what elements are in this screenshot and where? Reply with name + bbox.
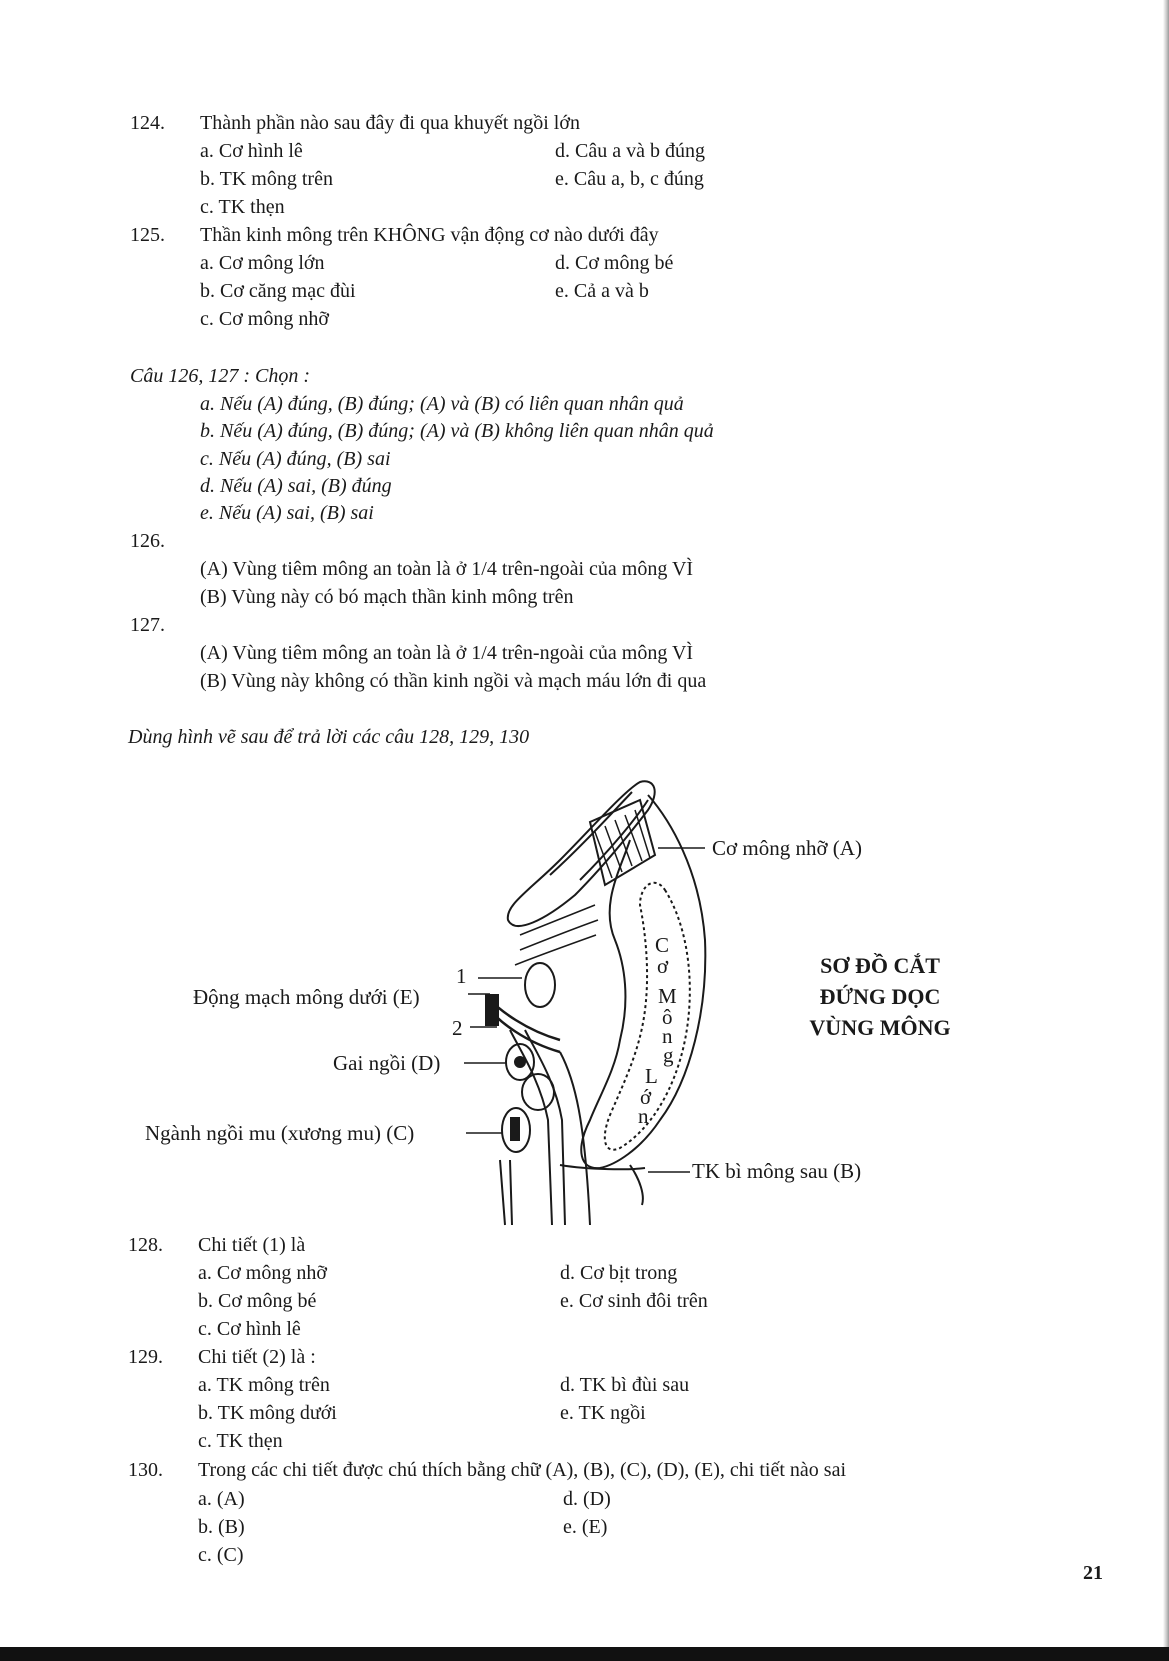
muscle-letter-C: C — [655, 933, 670, 957]
label-D: Gai ngồi (D) — [333, 1051, 441, 1075]
label-C: Ngành ngồi mu (xương mu) (C) — [145, 1121, 415, 1145]
q124-option-a: a. Cơ hình lê — [200, 140, 303, 162]
q125-option-a: a. Cơ mông lớn — [200, 252, 325, 274]
q127-number: 127. — [130, 614, 165, 636]
q129-text: Chi tiết (2) là : — [198, 1346, 316, 1368]
q129-option-a: a. TK mông trên — [198, 1374, 330, 1396]
label-A: Cơ mông nhỡ (A) — [712, 836, 862, 860]
q130-option-c: c. (C) — [198, 1544, 244, 1566]
q128-text: Chi tiết (1) là — [198, 1234, 306, 1256]
q128-option-e: e. Cơ sinh đôi trên — [560, 1290, 708, 1312]
q129-option-d: d. TK bì đùi sau — [560, 1374, 690, 1396]
q126-number: 126. — [130, 530, 165, 552]
q130-option-b: b. (B) — [198, 1516, 245, 1538]
q128-option-d: d. Cơ bịt trong — [560, 1262, 678, 1284]
q127-statement-b: (B) Vùng này không có thần kinh ngồi và mạch máu lớn đi qua — [200, 670, 707, 692]
scan-bottom-border — [0, 1647, 1169, 1661]
instruction-option-a: a. Nếu (A) đúng, (B) đúng; (A) và (B) có liên quan nhân quả — [200, 393, 684, 415]
q124-option-b: b. TK mông trên — [200, 168, 333, 190]
instruction-option-b: b. Nếu (A) đúng, (B) đúng; (A) và (B) không liên quan nhân quả — [200, 420, 714, 442]
muscle-letter-n2: n — [638, 1104, 649, 1128]
instruction-option-d: d. Nếu (A) sai, (B) đúng — [200, 475, 392, 497]
q125-option-b: b. Cơ căng mạc đùi — [200, 280, 356, 302]
q126-statement-b: (B) Vùng này có bó mạch thần kinh mông trên — [200, 586, 574, 608]
q130-text: Trong các chi tiết được chú thích bằng chữ (A), (B), (C), (D), (E), chi tiết nào sai — [198, 1459, 846, 1481]
muscle-letter-o3: ớ — [640, 1085, 652, 1109]
muscle-letter-o2: ô — [662, 1005, 673, 1029]
q125-option-d: d. Cơ mông bé — [555, 252, 674, 274]
figure-title-line3: VÙNG MÔNG — [809, 1015, 951, 1040]
q130-option-a: a. (A) — [198, 1488, 245, 1510]
scan-edge — [1163, 0, 1169, 1661]
q124-text: Thành phần nào sau đây đi qua khuyết ngồi lớn — [200, 112, 580, 134]
instruction-option-c: c. Nếu (A) đúng, (B) sai — [200, 448, 391, 470]
muscle-letter-o: ơ — [657, 954, 669, 978]
q124-option-d: d. Câu a và b đúng — [555, 140, 705, 162]
figure-title-line1: SƠ ĐỒ CẮT — [820, 953, 940, 978]
label-E: Động mạch mông dưới (E) — [193, 985, 420, 1009]
q129-number: 129. — [128, 1346, 163, 1368]
q128-option-a: a. Cơ mông nhỡ — [198, 1262, 327, 1284]
structure-1-shape — [525, 963, 555, 1007]
instruction-title: Câu 126, 127 : Chọn : — [130, 365, 310, 387]
muscle-letter-M: M — [658, 984, 677, 1008]
label-B: TK bì mông sau (B) — [692, 1159, 862, 1183]
q130-option-e: e. (E) — [563, 1516, 608, 1538]
q128-option-c: c. Cơ hình lê — [198, 1318, 301, 1340]
muscle-letter-L: L — [645, 1064, 658, 1088]
instruction-option-e: e. Nếu (A) sai, (B) sai — [200, 502, 374, 524]
q129-option-e: e. TK ngồi — [560, 1402, 646, 1424]
q127-statement-a: (A) Vùng tiêm mông an toàn là ở 1/4 trên-ngoài của mông VÌ — [200, 642, 694, 664]
q128-option-b: b. Cơ mông bé — [198, 1290, 317, 1312]
label-number-2: 2 — [452, 1016, 463, 1040]
page-number: 21 — [1083, 1562, 1103, 1584]
q124-option-e: e. Câu a, b, c đúng — [555, 168, 704, 190]
figure-intro: Dùng hình vẽ sau để trả lời các câu 128, 129, 130 — [128, 726, 530, 748]
q125-option-c: c. Cơ mông nhỡ — [200, 308, 329, 330]
muscle-letter-g: g — [663, 1043, 674, 1067]
q124-option-c: c. TK thẹn — [200, 196, 285, 218]
q129-option-b: b. TK mông dưới — [198, 1402, 337, 1424]
label-number-1: 1 — [456, 964, 467, 988]
q130-option-d: d. (D) — [563, 1488, 611, 1510]
q125-text: Thần kinh mông trên KHÔNG vận động cơ nào dưới đây — [200, 224, 659, 246]
figure-title-line2: ĐỨNG DỌC — [819, 984, 941, 1009]
q130-number: 130. — [128, 1459, 163, 1481]
q125-number: 125. — [130, 224, 165, 246]
q129-option-c: c. TK thẹn — [198, 1430, 283, 1452]
q124-number: 124. — [130, 112, 165, 134]
q128-number: 128. — [128, 1234, 163, 1256]
muscle-letter-n: n — [662, 1024, 673, 1048]
q126-statement-a: (A) Vùng tiêm mông an toàn là ở 1/4 trên-ngoài của mông VÌ — [200, 558, 694, 580]
q125-option-e: e. Cả a và b — [555, 280, 649, 302]
